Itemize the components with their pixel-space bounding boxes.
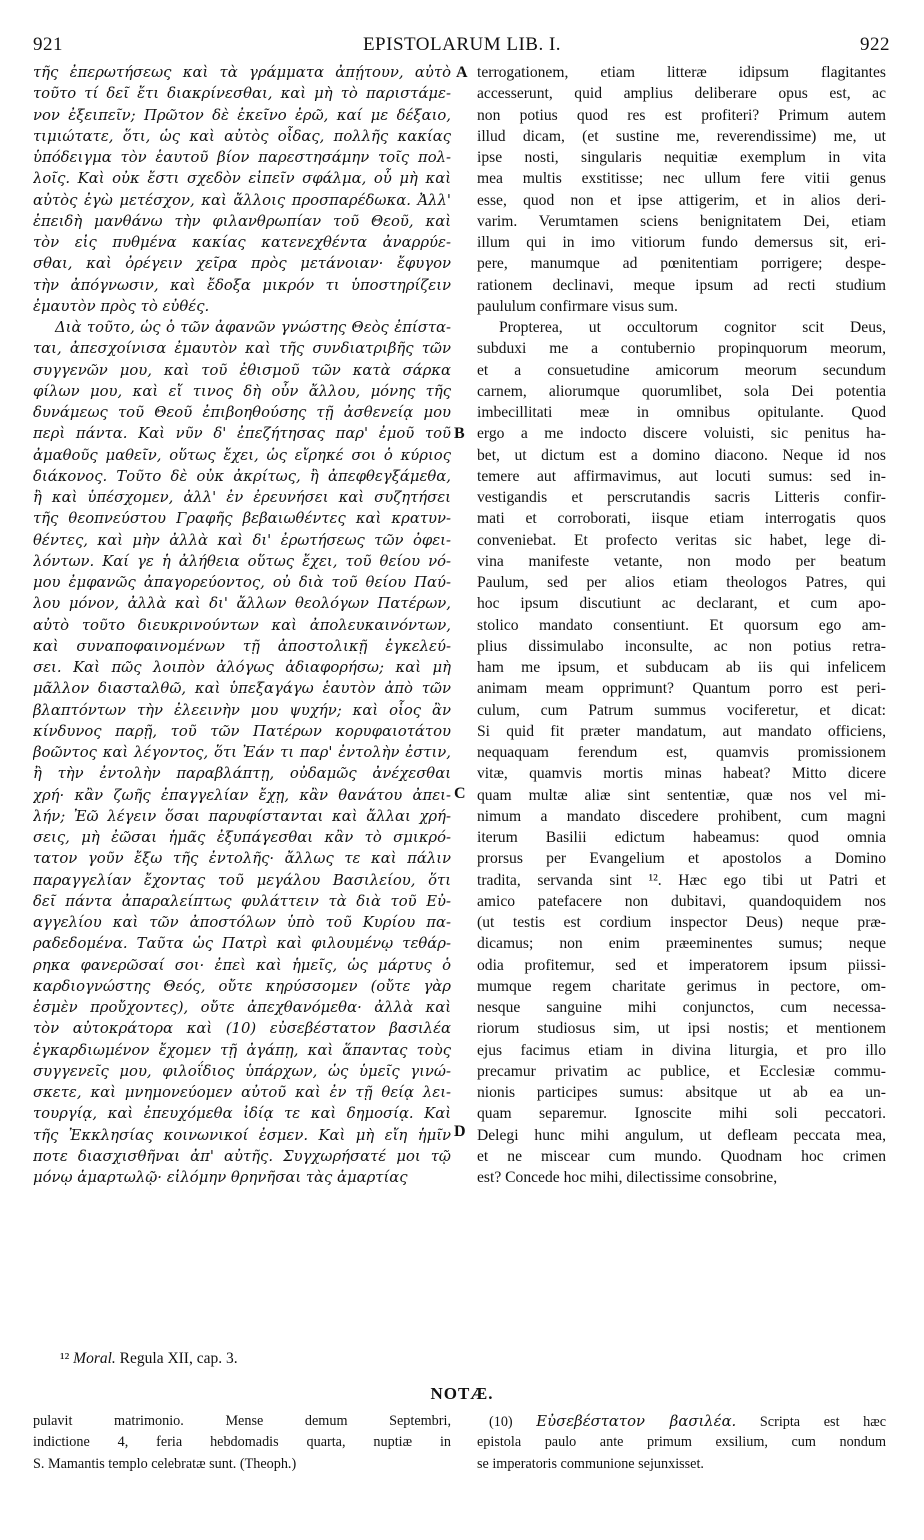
text-line: ται, ἀπεσχοίνισα ἐμαυτὸν καὶ τῆς συνδιατριβῆς τῶν	[33, 340, 451, 358]
text-line: mumque regem charitate gerimus in pectore, om-	[477, 977, 886, 995]
text-line: ἐμαυτὸν πρὸς τὸ εὐθές.	[33, 297, 210, 315]
text-line: νον ἐξειπεῖν; Πρῶτον δὲ ἐκεῖνο ἐρῶ, καί με δέξαιο,	[33, 106, 451, 124]
text-line: σθαι, καὶ ὀρέγειν χεῖρα πρὸς μετάνοιαν· ἔφυγον	[33, 255, 451, 273]
text-line: μόνῳ ἁμαρτωλῷ· εἱλόμην θρηνῆσαι τὰς ἁμαρτίας	[33, 1169, 408, 1186]
footnote-reference: Regula XII, cap. 3.	[119, 1350, 238, 1367]
text-line: (ut testis est cordium inspector Deus) neque præ-	[477, 914, 886, 931]
text-line: Paulum, sed per alios etiam theologos Patres, qui	[477, 574, 886, 591]
text-line: ἢ τὴν ἐντολὴν παραβλάπτῃ, οὐδαμῶς ἀνέχεσθαι	[33, 765, 451, 783]
text-line: τὸν εἰς πυθμένα κακίας κατενεχθέντα ἀναρρύε-	[33, 234, 451, 251]
text-line: παραγγελίαν ἔχοντας τοῦ μεγάλου Βασιλείου, ὅτι	[33, 871, 451, 889]
note-line: S. Mamantis templo celebratæ sunt. (Theoph.)	[33, 1455, 297, 1472]
text-line: ἐπειδὴ μανθάνω τὴν φιλανθρωπίαν τοῦ Θεοῦ, καὶ	[33, 212, 451, 230]
text-line: nimum a mandato discedere prohibent, cum magni	[477, 807, 886, 825]
text-line: terrogationem, etiam litteræ idipsum flagitantes	[477, 64, 886, 81]
running-title: EPISTOLARUM LIB. I.	[362, 34, 562, 55]
text-line: σκετε, καὶ μνημονεύομεν αὐτοῦ καὶ ἐν τῇ θείᾳ λει-	[33, 1084, 451, 1101]
text-line: τῆς θεοπνεύστου Γραφῆς βεβαιωθέντες καὶ κρατυν-	[33, 510, 451, 528]
section-marker-d: D	[454, 1123, 466, 1140]
text-line: et a consuetudine amicorum meorum secundum	[477, 361, 886, 379]
text-line: τατον γοῦν ἔξω τῆς ἐντολῆς· ἄλλως τε καὶ πάλιν	[33, 850, 451, 868]
text-line: ὑπόδειγμα τὸν ἑαυτοῦ βίον παρεστησάμην τοῖς πολ-	[33, 149, 451, 166]
text-line: ἀμαθοῦς μαθεῖν, οὕτως ἔχει, ὡς εἴρηκέ σοι ὁ κύριος	[33, 446, 451, 464]
text-line: λου μόνον, ἀλλὰ καὶ δι' ἄλλων θεολόγων Πατέρων,	[33, 595, 451, 613]
text-line: σεις, μὴ ἐῶσαι ἡμᾶς ἐξυπάγεσθαι κἂν τὸ σμικρό-	[33, 829, 451, 846]
text-line: βλαπτόντων τὴν ἐλεεινὴν μου ψυχήν; καὶ οἷος ἂν	[33, 701, 451, 719]
text-line: ποτε διασχισθῆναι ἀπ' αὐτῆς. Συγχωρήσατέ μοι τῷ	[33, 1147, 451, 1165]
text-line: mea multis exstitisse; nec ullum fere vitii genus	[477, 170, 886, 188]
text-line: culum, cum Patrum summus vociferetur, et dicat:	[477, 701, 886, 719]
text-line: dicamus; non enim præeminentes sumus; neque	[477, 935, 886, 953]
text-line: nionis participes sumus: absitque ut ab ea un-	[477, 1084, 886, 1101]
text-line: βοῶντος καὶ λέγοντος, ὅτι Ἐάν τι παρ' ἐντολὴν ἐστιν,	[33, 744, 451, 761]
section-marker-b: B	[454, 425, 465, 442]
text-line: vestigandis et perscrutandis sacris Litteris confir-	[477, 489, 886, 506]
greek-column	[33, 62, 451, 1322]
section-marker-c: C	[454, 785, 466, 802]
text-line: illud dicam, (et sustine me, reverendissime) me, ut	[477, 127, 886, 145]
text-line: imbecillitati meæ in omnibus opitulante. Quod	[477, 404, 886, 421]
text-line: τουργίᾳ, καὶ ἐπευχόμεθα ἰδίᾳ τε καὶ δημοσίᾳ. Καὶ	[33, 1105, 451, 1123]
notes-left-column	[33, 1413, 451, 1477]
text-line: καὶ συναποφαινομένων τῇ ἀποστολικῇ ἐγκελεύ-	[33, 637, 451, 655]
text-line: ham me ipsum, et subducam ab iis qui infelicem	[477, 659, 886, 676]
text-line: temere aut affirmavimus, aut locuti sumus: sed in-	[477, 467, 886, 485]
note-label: (10)	[489, 1414, 513, 1430]
text-line: ejus facimus etiam in divina liturgia, et pro illo	[477, 1041, 886, 1059]
text-line: ἢ καὶ ὑπέσχομεν, ἀλλ' ἐν ἐρευνήσει καὶ συζητήσει	[33, 489, 451, 506]
text-line: αὐτὸς ἐγὼ μετέσχον, καὶ ἄλλοις προσπαρέδωκα. Ἀλλ'	[33, 191, 451, 209]
text-line: mati et corroborati, iisque etiam interrogatis quos	[477, 510, 886, 528]
text-line: vitæ, quamvis mortis minas habeat? Mitto dicere	[477, 765, 886, 783]
text-line: δυνάμεως τοῦ Θεοῦ ἐπιβοηθούσης τῇ ἀσθενείᾳ μου	[33, 404, 451, 421]
note-line: se imperatoris communione sejunxisset.	[477, 1455, 704, 1472]
text-line: precamur privatim ac publice, et Ecclesiæ commu-	[477, 1062, 886, 1080]
text-line: χρή· κἂν ζωῆς ἐπαγγελίαν ἔχῃ, κἂν θανάτου ἀπει-	[33, 786, 451, 804]
note-greek-lemma: Εὐσεβέστατον βασιλέα.	[536, 1413, 737, 1430]
text-line: riorum studiosus sim, ut ipsi nostis; et mentionem	[477, 1020, 886, 1038]
footnote-number: ¹²	[60, 1350, 70, 1367]
text-line: σει. Καὶ πῶς λοιπὸν ἀλόγως ἀδιαφορήσω; καὶ μὴ	[33, 659, 451, 676]
text-line: pere, manumque ad pœnitentiam porrigere; despe-	[477, 255, 886, 273]
text-line: περὶ πάντα. Καὶ νῦν δ' ἐπεζήτησας παρ' ἐμοῦ τοῦ	[33, 425, 451, 443]
text-line: τὸν αὐτοκράτορα καὶ (10) εὐσεβέστατον βασιλέα	[33, 1020, 451, 1038]
text-line: non potius quod res est profiteri? Primum autem	[477, 106, 886, 124]
note-line-first	[477, 1413, 886, 1434]
text-line: rationem declinavi, meque ipsum ad recti studium	[477, 276, 886, 294]
text-line: συγγενῶν μου, καὶ τοῦ ἐθισμοῦ τῶν κατὰ σάρκα	[33, 361, 451, 379]
text-line: καρδιογνώστης Θεός, οὔτε κηρύσσομεν (οὔτε γὰρ	[33, 977, 451, 995]
text-line: stolico mandato consentiunt. Et quorsum ego am-	[477, 616, 886, 634]
note-line: pulavit matrimonio. Mense demum Septembri,	[33, 1413, 451, 1429]
text-line: τῆς ἐπερωτήσεως καὶ τὰ γράμματα ἀπῄτουν, αὐτὸ	[33, 64, 451, 81]
section-marker-a: A	[456, 64, 468, 81]
text-line: διάκονος. Τοῦτο δὲ οὐκ ἀκρίτως, ἢ ἀπεφθεγξάμεθα,	[33, 467, 451, 485]
text-line: μᾶλλον διασταλθῶ, καὶ ὑπεξαγάγω ἑαυτὸν ἀπὸ τῶν	[33, 680, 451, 698]
note-line: indictione 4, feria hebdomadis quarta, nuptiæ in	[33, 1434, 451, 1451]
notes-heading: NOTÆ.	[430, 1384, 494, 1403]
text-line: odia profitemur, sed et imperatorem ipsum piissi-	[477, 956, 886, 974]
latin-column	[477, 62, 886, 1322]
text-line: αγγελίου καὶ τῶν ἀποστόλων ὑπὸ τοῦ Κυρίου πα-	[33, 914, 451, 931]
text-line: quam multæ aliæ sint sententiæ, quæ nos vel mi-	[477, 786, 886, 804]
notes-right-column	[477, 1413, 886, 1477]
text-line: ipse nosti, singularis nequitiæ exemplum in vita	[477, 149, 886, 166]
note-line: epistola paulo ante primum exsilium, cum nondum	[477, 1434, 886, 1451]
text-line: τιμιώτατε, ὅτι, ὡς καὶ αὐτὸς οἶδας, πολλῆς κακίας	[33, 127, 451, 145]
text-line: nequaquam ferendum est, quamvis promissionem	[477, 744, 886, 761]
text-line: bet, ut dictum est a domino diacono. Neque id nos	[477, 446, 886, 464]
text-line: φίλων μου, καὶ εἴ τινος δὴ οὖν ἄλλου, μόνης τῆς	[33, 382, 451, 400]
text-line: accesserunt, quid amplius deliberare opus est, ac	[477, 85, 886, 103]
page-number-left: 921	[33, 34, 63, 55]
text-line: μου ἐμφανῶς ἀπαγορεύοντος, οὐ διὰ τοῦ θείου Παύ-	[33, 574, 451, 591]
text-line: est? Concede hoc mihi, dilectissime consobrine,	[477, 1169, 778, 1186]
page-number-right: 922	[860, 34, 890, 55]
text-line: λοῖς. Καὶ οὐκ ἔστι σχεδὸν εἰπεῖν σφάλμα, οὗ μὴ καὶ	[33, 170, 451, 188]
text-line: nesque sanguine mihi conjunctos, cum necessa-	[477, 999, 886, 1016]
text-line: quam separemur. Ignoscite mihi soli peccatori.	[477, 1105, 886, 1123]
text-line: et ne miscear cum mundo. Quodnam hoc crimen	[477, 1147, 886, 1165]
text-line: hoc ipsum discutiunt ac declarant, et cum apo-	[477, 595, 886, 613]
text-line: varim. Verumtamen sciens benignitatem Dei, etiam	[477, 212, 886, 230]
footnote-source: Moral.	[73, 1350, 116, 1367]
text-line: prorsus per Evangelium et apostolos a Domino	[477, 850, 886, 868]
text-line: τὴν ἀπόγνωσιν, καὶ ἔδοξα μικρόν τι ὑποστηρίζειν	[33, 276, 451, 294]
text-line: τοῦτο τί δεῖ ἔτι διακρίνεσθαι, καὶ μὴ τὸ παριστάμε-	[33, 85, 451, 103]
text-line: animam meam opprimunt? Quantum porro est peri-	[477, 680, 886, 698]
text-line: ραδεδομένα. Ταῦτα ὡς Πατρὶ καὶ φιλουμένῳ τεθάρ-	[33, 935, 451, 953]
text-line: θέντες, καὶ μὴν ἀλλὰ καὶ δι' ἐρωτήσεως τῶν ὀφει-	[33, 531, 451, 549]
text-line: amico patefacere non dubitavi, quandoquidem nos	[477, 892, 886, 910]
text-line: Delegi hunc mihi angulum, ut defleam peccata mea,	[477, 1126, 886, 1144]
note-text: Scripta est hæc	[759, 1414, 886, 1430]
text-line: ρηκα φανερῶσαί σοι· ἐπεὶ καὶ ἡμεῖς, ὡς μάρτυς ὁ	[33, 956, 451, 974]
text-line: αὐτὸ τοῦτο διευκρινούντων καὶ ἀπολευκαινόντων,	[33, 616, 451, 634]
text-line: iterum Basilii edictum habeamus: quod omnia	[477, 829, 886, 846]
text-line: τῆς Ἐκκλησίας κοινωνικοί ἐσμεν. Καὶ μὴ εἴη ἡμῖν	[33, 1126, 451, 1144]
text-line: illum qui in imo vitiorum fundo demersus sit, eri-	[477, 234, 886, 251]
text-line: subduxi me a contubernio propinquorum meorum,	[477, 340, 886, 358]
text-line: δεῖ πάντα ἀπαραλείπτως φυλάττειν τὰ διὰ τοῦ Εὐ-	[33, 892, 451, 910]
text-line: plius dissimulabo inconsulte, ac non potius retra-	[477, 637, 886, 655]
text-line: ergo a me indocto discere voluisti, sic penitus ha-	[477, 425, 886, 443]
text-line: λόντων. Καί γε ἡ ἀλήθεια οὕτως ἔχει, τοῦ θείου νό-	[33, 552, 451, 570]
text-line: esse, quod non et ipse attigerim, et in alios deri-	[477, 191, 886, 209]
text-line: tradita, servanda sint ¹². Hæc ego tibi ut Patri et	[477, 871, 886, 889]
text-line: ἐγκαρδιωμένον ἔχομεν τῇ ἀγάπῃ, καὶ ἅπαντας τοὺς	[33, 1041, 451, 1059]
text-line: Si quid fit præter mandatum, aut mandato officiens,	[477, 722, 886, 740]
text-line: conveniebat. Et profecto veritas sic habet, lege di-	[477, 531, 886, 549]
text-line: ἐσμὲν προὔχοντες), οὔτε ἀπεχθανόμεθα· ἀλλὰ καὶ	[33, 999, 451, 1016]
text-line: paululum confirmare visus sum.	[477, 297, 678, 315]
footnote	[60, 1350, 238, 1368]
text-line: Propterea, ut occultorum cognitor scit Deus,	[499, 319, 886, 336]
text-line: λήν; Ἐῶ λέγειν ὅσαι παρυφίστανται καὶ ἄλλαι χρή-	[33, 807, 451, 825]
text-line: συγγενεῖς μου, φιλοΐδιος ὑπάρχων, ὡς ὑμεῖς γινώ-	[33, 1062, 451, 1080]
text-line: vina manifeste vetante, non modo per beatum	[477, 552, 886, 570]
text-line: Διὰ τοῦτο, ὡς ὁ τῶν ἀφανῶν γνώστης Θεὸς ἐπίστα-	[55, 319, 451, 336]
text-line: κίνδυνος παρῇ, τοῦ τῶν Πατέρων κορυφαιοτάτου	[33, 722, 451, 740]
text-line: carnem, aliorumque quorumlibet, sola Dei potentia	[477, 382, 886, 400]
